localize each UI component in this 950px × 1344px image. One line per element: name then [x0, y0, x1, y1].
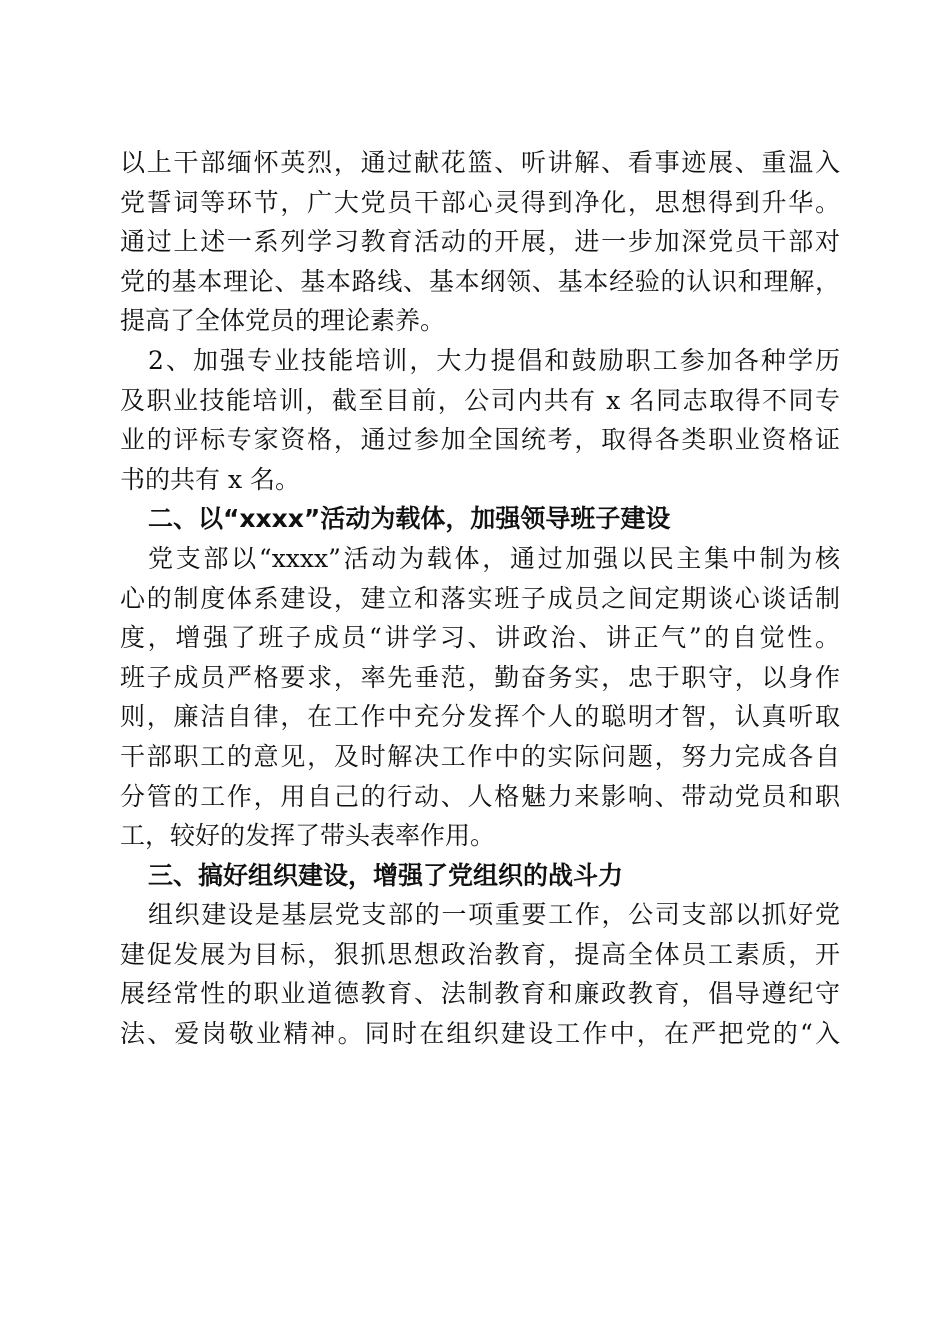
paragraph-line: 组织建设是基层党支部的一项重要工作，公司支部以抓好党: [148, 900, 840, 930]
paragraph-line: 工，较好的发挥了带头表率作用。: [120, 821, 496, 851]
paragraph-line: 展经常性的职业道德教育、法制教育和廉政教育，倡导遵纪守: [120, 979, 840, 1009]
paragraph-line: 书的共有 x 名。: [120, 464, 300, 494]
document-body: [120, 143, 840, 1054]
paragraph-line: 及职业技能培训，截至目前，公司内共有 x 名同志取得不同专: [120, 385, 840, 415]
paragraph-line: 法、爱岗敬业精神。同时在组织建设工作中，在严把党的“入: [120, 1019, 840, 1049]
paragraph-line: 以上干部缅怀英烈，通过献花篮、听讲解、看事迹展、重温入: [120, 148, 840, 177]
paragraph-line: 业的评标专家资格，通过参加全国统考，取得各类职业资格证: [120, 425, 840, 455]
paragraph-line: 党誓词等环节，广大党员干部心灵得到净化，思想得到升华。: [120, 187, 840, 217]
paragraph-line: 提高了全体党员的理论素养。: [120, 306, 446, 336]
paragraph-line: 干部职工的意见，及时解决工作中的实际问题，努力完成各自: [120, 741, 840, 771]
section-heading: 二、以“xxxx”活动为载体，加强领导班子建设: [148, 504, 671, 534]
paragraph-line: 建促发展为目标，狠抓思想政治教育，提高全体员工素质，开: [120, 939, 840, 969]
paragraph-line: 度，增强了班子成员“讲学习、讲政治、讲正气”的自觉性。: [120, 623, 840, 653]
paragraph-line: 党的基本理论、基本路线、基本纲领、基本经验的认识和理解，: [120, 266, 840, 296]
paragraph-line: 2、加强专业技能培训，大力提倡和鼓励职工参加各种学历: [148, 345, 840, 375]
paragraph-line: 党支部以“xxxx”活动为载体，通过加强以民主集中制为核: [148, 543, 840, 573]
paragraph-line: 心的制度体系建设，建立和落实班子成员之间定期谈心谈话制: [120, 583, 840, 613]
paragraph-line: 通过上述一系列学习教育活动的开展，进一步加深党员干部对: [120, 227, 840, 257]
paragraph-line: 则，廉洁自律，在工作中充分发挥个人的聪明才智，认真听取: [120, 702, 840, 732]
section-heading: 三、搞好组织建设，增强了党组织的战斗力: [148, 860, 624, 890]
paragraph-line: 班子成员严格要求，率先垂范，勤奋务实，忠于职守，以身作: [120, 662, 840, 692]
paragraph-line: 分管的工作，用自己的行动、人格魅力来影响、带动党员和职: [120, 781, 840, 811]
